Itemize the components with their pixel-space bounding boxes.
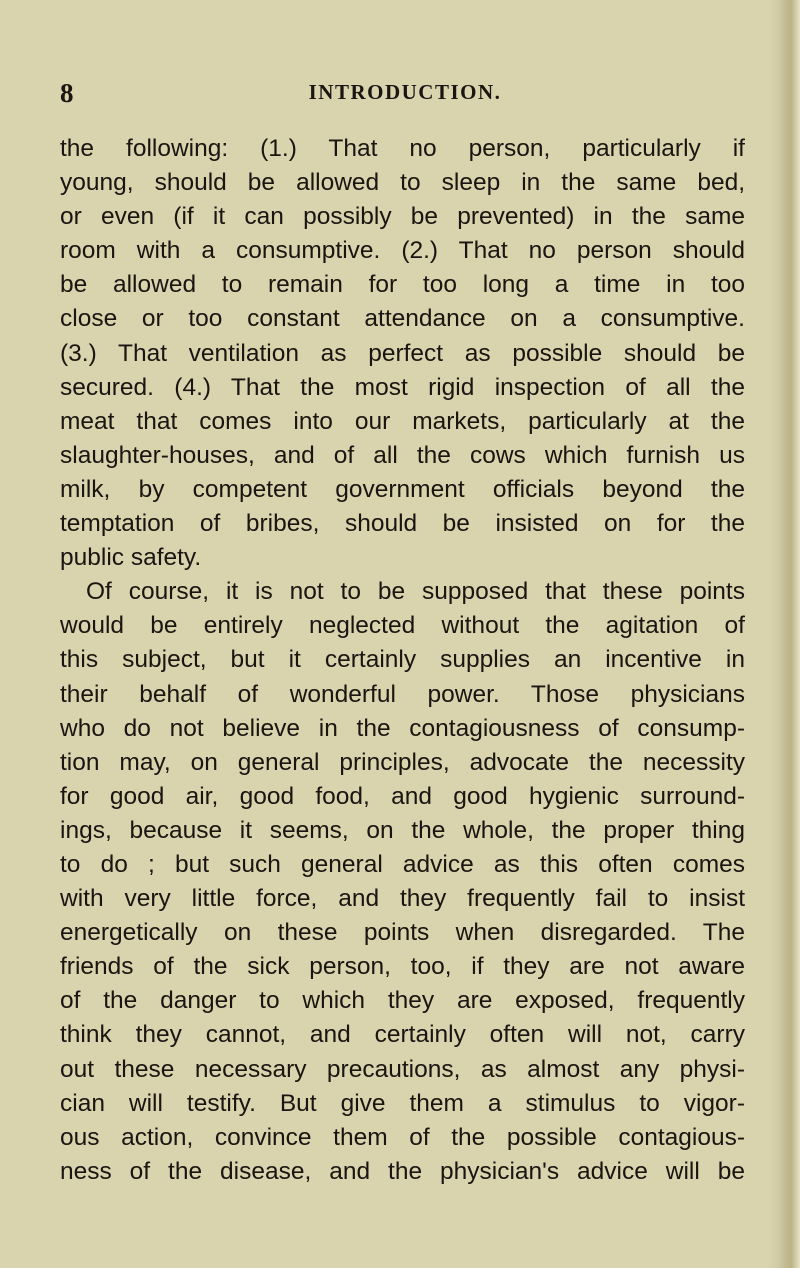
text-line: public safety. [60,544,202,572]
text-line: young, should be allowed to sleep in the same bed, [60,169,745,197]
text-line: (3.) That ventilation as perfect as possible should be [60,339,745,367]
text-line: ness of the disease, and the physician's advice will be [60,1157,745,1185]
text-line: out these necessary precautions, as almost any physi- [60,1055,745,1083]
text-line: secured. (4.) That the most rigid inspection of all the [60,373,745,401]
paragraph-first-line: Of course, it is not to be supposed that these points [86,578,745,606]
text-line: be allowed to remain for too long a time in too [60,271,745,299]
text-line: who do not believe in the contagiousness of consump- [60,714,745,742]
text-line: cian will testify. But give them a stimulus to vigor- [60,1089,745,1117]
page-edge-shadow [778,0,800,1268]
text-line: milk, by competent government officials beyond the [60,475,745,503]
text-line: to do ; but such general advice as this often comes [60,850,745,878]
text-line: ous action, convince them of the possible contagious- [60,1123,745,1151]
text-line: energetically on these points when disregarded. The [60,919,745,947]
text-line: for good air, good food, and good hygienic surround- [60,782,745,810]
page-number: 8 [60,78,74,108]
text-line: room with a consumptive. (2.) That no person should [60,237,745,265]
text-line: the following: (1.) That no person, particularly if [60,135,745,162]
text-line: close or too constant attendance on a consumptive. [60,305,745,333]
body-text [60,132,745,1189]
text-line: slaughter-houses, and of all the cows which furnish us [60,441,745,469]
text-line: meat that comes into our markets, particularly at the [60,407,745,435]
text-line: of the danger to which they are exposed, frequently [60,987,745,1015]
text-line: their behalf of wonderful power. Those physicians [60,680,745,708]
chapter-title: INTRODUCTION. [308,80,502,104]
text-line: ings, because it seems, on the whole, the proper thing [60,816,745,844]
text-line: temptation of bribes, should be insisted on for the [60,510,745,538]
text-line: think they cannot, and certainly often will not, carry [60,1021,745,1049]
text-line: tion may, on general principles, advocate the necessity [60,748,745,776]
running-head [60,78,750,114]
text-line: friends of the sick person, too, if they are not aware [60,953,745,981]
text-line: or even (if it can possibly be prevented) in the same [60,203,745,231]
text-line: would be entirely neglected without the agitation of [60,612,745,640]
text-line: with very little force, and they frequently fail to insist [60,885,745,913]
text-line: this subject, but it certainly supplies an incentive in [60,646,745,674]
